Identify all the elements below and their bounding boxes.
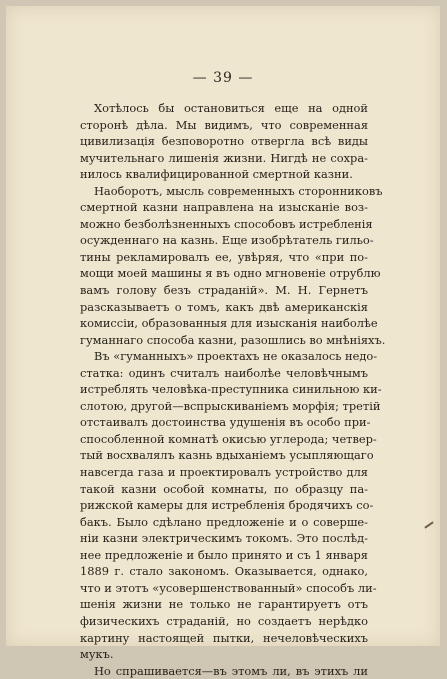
text-line: статка: одинъ считалъ наиболѣе человѣчнымъ bbox=[80, 365, 368, 380]
text-line: мощи моей машины я въ одно мгновеніе отрублю bbox=[80, 266, 381, 281]
text-line: истреблять человѣка-преступника синильною ки- bbox=[80, 382, 382, 397]
text-line: навсегда газа и проектировалъ устройство для bbox=[80, 465, 368, 480]
text-line: способленной комнатѣ окисью углерода; четвер- bbox=[80, 431, 377, 446]
text-line: Хотѣлось бы остановиться еще на одной bbox=[94, 101, 368, 115]
text-line: отстаивалъ достоинства удушенія въ особо при- bbox=[80, 415, 371, 430]
text-line: тый восхвалялъ казнь вдыханіемъ усыпляющаго bbox=[80, 448, 374, 463]
text-line: осужденнаго на казнь. Еще изобрѣтатель гильо- bbox=[80, 233, 374, 248]
text-line: слотою, другой—вспрыскиваніемъ морфія; третій bbox=[80, 398, 381, 413]
text-line: разсказываетъ о томъ, какъ двѣ американскія bbox=[80, 299, 368, 314]
text-line: физическихъ страданій, но создаетъ нерѣдко bbox=[80, 613, 368, 628]
text-line: смертной казни направлена на изысканіе воз- bbox=[80, 200, 368, 215]
text-line: что и этотъ «усовершенствованный» способъ ли- bbox=[80, 580, 377, 595]
text-line: бакъ. Было сдѣлано предложеніе и о соверше- bbox=[80, 514, 368, 529]
text-line: рижской камеры для истребленія бродячихъ со- bbox=[80, 498, 374, 513]
body-text bbox=[80, 100, 386, 679]
text-line: мукъ. bbox=[80, 647, 114, 662]
text-line: мучительнаго лишенія жизни. Нигдѣ не сохра- bbox=[80, 150, 368, 165]
text-line: Но спрашивается—въ этомъ ли, въ этихъ ли bbox=[94, 663, 368, 678]
text-line: нилось квалифицированной смертной казни. bbox=[80, 167, 353, 182]
text-line: Наоборотъ, мысль современныхъ сторонниковъ bbox=[94, 183, 383, 198]
text-line: такой казни особой комнаты, по образцу па- bbox=[80, 481, 368, 496]
page-number: — 39 — bbox=[192, 70, 254, 86]
book-page bbox=[6, 6, 440, 678]
text-line: комиссіи, образованныя для изысканія наиболѣе bbox=[80, 316, 378, 331]
text-line: сторонѣ дѣла. Мы видимъ, что современная bbox=[80, 117, 368, 132]
text-line: можно безболѣзненныхъ способовъ истребленія bbox=[80, 216, 373, 231]
text-line: 1889 г. стало закономъ. Оказывается, однако, bbox=[80, 564, 368, 579]
text-line: цивилизація безповоротно отвергла всѣ виды bbox=[80, 134, 368, 149]
text-line: тины рекламировалъ ее, увѣряя, что «при по- bbox=[80, 249, 368, 264]
text-line: нее предложеніе и было принято и съ 1 января bbox=[80, 547, 368, 562]
text-line: шенія жизни не только не гарантируетъ отъ bbox=[80, 597, 368, 612]
text-line: вамъ голову безъ страданій». М. Н. Гернетъ bbox=[80, 283, 368, 298]
text-line: картину настоящей пытки, нечеловѣческихъ bbox=[80, 630, 368, 645]
text-line: гуманнаго способа казни, разошлись во мнѣніяхъ. bbox=[80, 332, 386, 347]
text-line: Въ «гуманныхъ» проектахъ не оказалось недо- bbox=[94, 349, 378, 364]
text-line: ніи казни электрическимъ токомъ. Это послѣд- bbox=[80, 531, 368, 546]
ink-mark bbox=[424, 521, 433, 528]
